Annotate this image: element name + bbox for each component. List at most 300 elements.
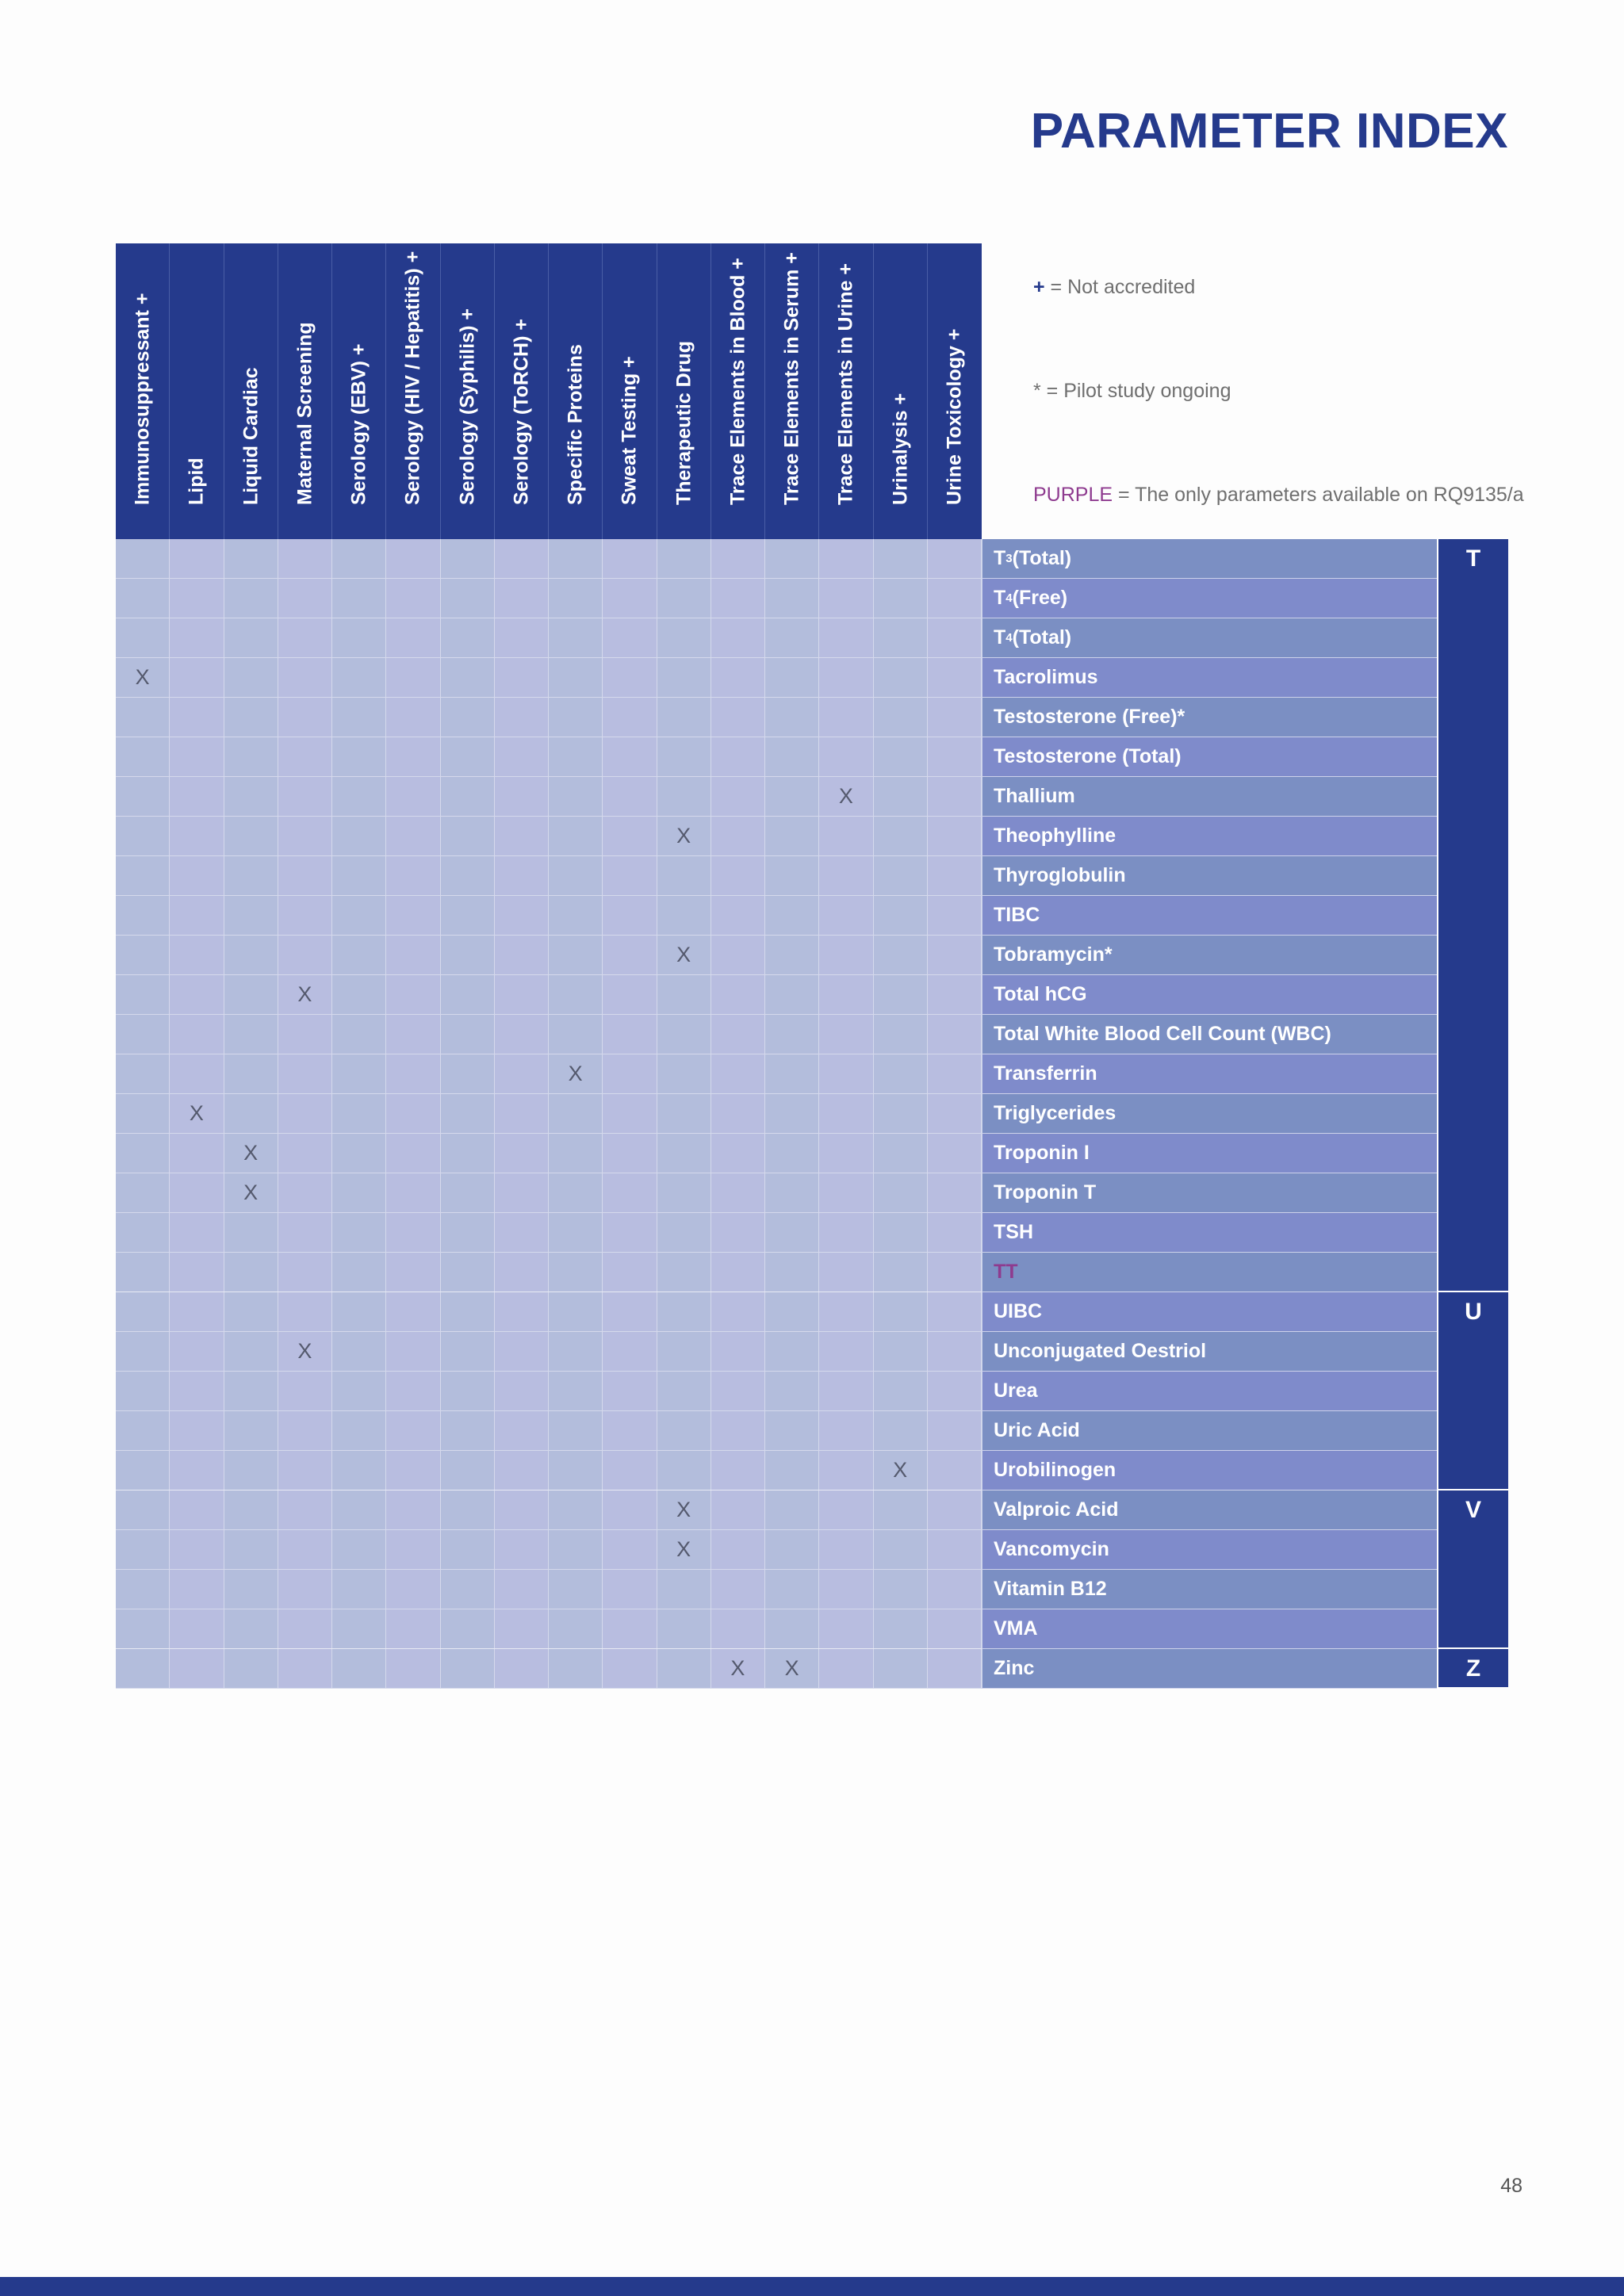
parameter-label: Vitamin B12	[994, 1578, 1107, 1600]
grid-cell	[874, 896, 928, 936]
grid-cell	[278, 1372, 332, 1411]
column-header	[495, 243, 549, 539]
grid-cell	[116, 1134, 170, 1173]
legend-star-key: *	[1033, 380, 1041, 402]
grid-cell	[278, 737, 332, 777]
grid-cell	[386, 539, 440, 579]
grid-cell	[819, 1530, 873, 1570]
grid-cell	[603, 1094, 657, 1134]
grid-cell	[495, 1609, 549, 1649]
grid-cell	[495, 1570, 549, 1609]
grid-cell	[170, 618, 224, 658]
grid-cell	[495, 1015, 549, 1054]
grid-cell	[224, 1015, 278, 1054]
grid-cell	[224, 1054, 278, 1094]
grid-cell	[495, 698, 549, 737]
grid-cell	[657, 896, 711, 936]
grid-cell	[928, 1411, 982, 1451]
grid-cell	[549, 1332, 603, 1372]
grid-cell	[711, 856, 765, 896]
grid-cell	[657, 1490, 711, 1530]
table-row	[116, 1054, 1437, 1094]
grid-cell	[657, 1530, 711, 1570]
grid-cell	[332, 1649, 386, 1689]
grid-cell	[386, 1609, 440, 1649]
parameter-label-suffix: (Total)	[1012, 626, 1072, 649]
grid-cell	[711, 1570, 765, 1609]
grid-cell	[765, 975, 819, 1015]
parameter-label: T	[994, 626, 1006, 649]
grid-cell	[819, 539, 873, 579]
grid-cell	[819, 817, 873, 856]
grid-cell	[928, 1332, 982, 1372]
grid-cell	[549, 1134, 603, 1173]
parameter-subscript: 3	[1005, 552, 1013, 565]
grid-cell	[495, 1372, 549, 1411]
grid-cell	[116, 1173, 170, 1213]
table-row	[116, 777, 1437, 817]
parameter-name	[982, 579, 1437, 618]
grid-cell	[711, 1253, 765, 1292]
grid-cell	[928, 1253, 982, 1292]
grid-cell	[332, 1134, 386, 1173]
grid-cell	[224, 777, 278, 817]
grid-cell	[441, 1570, 495, 1609]
grid-cell	[603, 1609, 657, 1649]
grid-cell	[603, 896, 657, 936]
grid-cell	[819, 1649, 873, 1689]
mark-x: X	[784, 1656, 799, 1680]
grid-cell	[224, 817, 278, 856]
grid-cell	[116, 936, 170, 975]
grid-cell	[224, 698, 278, 737]
grid-cell	[224, 1094, 278, 1134]
grid-cell	[657, 737, 711, 777]
group-letter: V	[1438, 1490, 1508, 1647]
grid-cell	[874, 737, 928, 777]
parameter-name	[982, 1609, 1437, 1649]
grid-cell	[765, 1015, 819, 1054]
grid-cell	[278, 1649, 332, 1689]
grid-cell	[441, 737, 495, 777]
grid-cell	[332, 1490, 386, 1530]
grid-cell	[874, 1490, 928, 1530]
grid-cell	[386, 1094, 440, 1134]
grid-cell	[278, 777, 332, 817]
parameter-label-suffix: (Total)	[1012, 547, 1072, 569]
grid-cell	[224, 896, 278, 936]
parameter-label: TT	[994, 1261, 1018, 1283]
table-row	[116, 817, 1437, 856]
grid-cell	[603, 777, 657, 817]
grid-cell	[765, 1451, 819, 1490]
grid-cell	[170, 777, 224, 817]
grid-cell	[116, 856, 170, 896]
legend-star-text: = Pilot study ongoing	[1040, 380, 1231, 402]
grid-cell	[603, 1253, 657, 1292]
grid-cell	[116, 658, 170, 698]
grid-cell	[928, 1015, 982, 1054]
grid-cell	[170, 1292, 224, 1332]
grid-cell	[819, 1292, 873, 1332]
table-row	[116, 618, 1437, 658]
grid-cell	[657, 1372, 711, 1411]
grid-cell	[386, 1213, 440, 1253]
grid-cell	[278, 1253, 332, 1292]
parameter-name	[982, 1411, 1437, 1451]
grid-cell	[495, 1649, 549, 1689]
grid-cell	[278, 1411, 332, 1451]
grid-cell	[819, 1213, 873, 1253]
grid-cell	[170, 1015, 224, 1054]
grid-cell	[874, 1253, 928, 1292]
table-row	[116, 975, 1437, 1015]
grid-cell	[441, 1411, 495, 1451]
column-header-label: Lipid	[185, 457, 208, 505]
footer-bar	[0, 2277, 1624, 2296]
grid-cell	[495, 737, 549, 777]
parameter-name	[982, 1332, 1437, 1372]
grid-cell	[819, 896, 873, 936]
grid-cell	[874, 1570, 928, 1609]
grid-cell	[657, 1173, 711, 1213]
grid-cell	[711, 1490, 765, 1530]
grid-cell	[441, 579, 495, 618]
column-header	[549, 243, 603, 539]
grid-cell	[386, 1054, 440, 1094]
grid-cell	[657, 1609, 711, 1649]
grid-cell	[874, 975, 928, 1015]
table-row	[116, 936, 1437, 975]
grid-cell	[603, 1173, 657, 1213]
grid-cell	[495, 539, 549, 579]
grid-cell	[441, 539, 495, 579]
grid-cell	[711, 1015, 765, 1054]
grid-cell	[495, 817, 549, 856]
parameter-label: Vancomycin	[994, 1538, 1109, 1560]
column-header	[819, 243, 873, 539]
grid-cell	[928, 777, 982, 817]
grid-cell	[224, 1451, 278, 1490]
grid-cell	[170, 1134, 224, 1173]
parameter-name	[982, 1054, 1437, 1094]
grid-cell	[874, 936, 928, 975]
grid-cell	[332, 1292, 386, 1332]
grid-cell	[224, 975, 278, 1015]
parameter-name	[982, 737, 1437, 777]
table-row	[116, 579, 1437, 618]
grid-cell	[116, 618, 170, 658]
table-row	[116, 1649, 1437, 1689]
grid-cell	[928, 817, 982, 856]
grid-cell	[549, 777, 603, 817]
grid-cell	[874, 579, 928, 618]
grid-cell	[224, 1530, 278, 1570]
grid-cell	[386, 856, 440, 896]
grid-cell	[711, 1609, 765, 1649]
grid-cell	[278, 1094, 332, 1134]
grid-cell	[116, 1411, 170, 1451]
grid-cell	[549, 1253, 603, 1292]
table-row	[116, 539, 1437, 579]
grid-cell	[928, 1213, 982, 1253]
grid-cell	[224, 1372, 278, 1411]
grid-cell	[386, 1490, 440, 1530]
grid-cell	[819, 1609, 873, 1649]
parameter-name	[982, 658, 1437, 698]
grid-cell	[170, 896, 224, 936]
column-header-label: Immunosuppressant +	[131, 293, 154, 505]
grid-cell	[928, 658, 982, 698]
grid-cell	[116, 1332, 170, 1372]
column-header-label: Trace Elements in Blood +	[726, 258, 749, 505]
grid-cell	[657, 618, 711, 658]
parameter-name	[982, 1173, 1437, 1213]
grid-cell	[332, 975, 386, 1015]
grid-cell	[874, 658, 928, 698]
grid-cell	[928, 579, 982, 618]
grid-cell	[170, 1094, 224, 1134]
grid-cell	[711, 1054, 765, 1094]
grid-cell	[549, 1292, 603, 1332]
grid-cell	[549, 1411, 603, 1451]
parameter-subscript: 4	[1005, 591, 1013, 605]
grid-cell	[278, 618, 332, 658]
table-row	[116, 1530, 1437, 1570]
grid-cell	[874, 1609, 928, 1649]
grid-cell	[116, 1292, 170, 1332]
grid-cell	[170, 1173, 224, 1213]
grid-cell	[170, 698, 224, 737]
legend-purple-text: = The only parameters available on RQ9135/a	[1113, 484, 1524, 506]
grid-cell	[819, 658, 873, 698]
grid-cell	[170, 579, 224, 618]
grid-cell	[928, 1609, 982, 1649]
grid-cell	[224, 1253, 278, 1292]
column-header-label: Serology (ToRCH) +	[510, 319, 533, 505]
grid-cell	[711, 1094, 765, 1134]
grid-cell	[657, 1213, 711, 1253]
grid-cell	[386, 1411, 440, 1451]
grid-cell	[874, 1292, 928, 1332]
grid-cell	[224, 658, 278, 698]
grid-cell	[711, 579, 765, 618]
grid-cell	[116, 1094, 170, 1134]
grid-cell	[224, 1570, 278, 1609]
parameter-name	[982, 817, 1437, 856]
grid-cell	[441, 1015, 495, 1054]
grid-cell	[711, 936, 765, 975]
grid-cell	[603, 1411, 657, 1451]
parameter-label: Transferrin	[994, 1062, 1097, 1085]
grid-cell	[874, 1451, 928, 1490]
grid-cell	[549, 1570, 603, 1609]
grid-cell	[819, 737, 873, 777]
table-row	[116, 1570, 1437, 1609]
grid-cell	[711, 1173, 765, 1213]
grid-cell	[386, 1332, 440, 1372]
grid-cell	[603, 1530, 657, 1570]
grid-cell	[549, 1490, 603, 1530]
grid-cell	[711, 896, 765, 936]
grid-cell	[765, 698, 819, 737]
grid-cell	[765, 1530, 819, 1570]
parameter-label: TIBC	[994, 904, 1040, 926]
column-header-label: Urine Toxicology +	[943, 328, 966, 505]
column-header-label: Therapeutic Drug	[672, 341, 695, 505]
grid-cell	[819, 975, 873, 1015]
grid-cell	[495, 658, 549, 698]
mark-x: X	[189, 1101, 204, 1125]
grid-cell	[711, 777, 765, 817]
grid-cell	[278, 1292, 332, 1332]
mark-x: X	[730, 1656, 745, 1680]
parameter-name	[982, 975, 1437, 1015]
table-row	[116, 658, 1437, 698]
grid-cell	[874, 1094, 928, 1134]
grid-cell	[441, 1213, 495, 1253]
grid-cell	[495, 975, 549, 1015]
grid-cell	[116, 896, 170, 936]
grid-cell	[874, 1054, 928, 1094]
grid-cell	[549, 618, 603, 658]
grid-cell	[170, 856, 224, 896]
grid-cell	[386, 975, 440, 1015]
grid-cell	[603, 975, 657, 1015]
mark-x: X	[676, 943, 691, 966]
grid-cell	[278, 539, 332, 579]
grid-cell	[603, 539, 657, 579]
parameter-name	[982, 618, 1437, 658]
grid-cell	[386, 1570, 440, 1609]
grid-cell	[332, 1372, 386, 1411]
parameter-name	[982, 1213, 1437, 1253]
grid-cell	[170, 1609, 224, 1649]
grid-cell	[549, 817, 603, 856]
grid-cell	[928, 1570, 982, 1609]
grid-cell	[116, 579, 170, 618]
grid-cell	[224, 1134, 278, 1173]
grid-cell	[549, 539, 603, 579]
grid-cell	[332, 817, 386, 856]
grid-cell	[711, 1530, 765, 1570]
grid-cell	[657, 1292, 711, 1332]
parameter-label: Total White Blood Cell Count (WBC)	[994, 1023, 1331, 1045]
column-header	[116, 243, 170, 539]
grid-cell	[549, 1173, 603, 1213]
grid-cell	[386, 1530, 440, 1570]
column-header	[603, 243, 657, 539]
grid-cell	[278, 698, 332, 737]
grid-cell	[278, 975, 332, 1015]
grid-cell	[711, 1372, 765, 1411]
parameter-label: VMA	[994, 1617, 1038, 1640]
grid-cell	[278, 579, 332, 618]
grid-cell	[874, 1332, 928, 1372]
grid-cell	[224, 1411, 278, 1451]
grid-cell	[332, 658, 386, 698]
parameter-label-suffix: (Free)	[1012, 587, 1068, 609]
grid-cell	[928, 896, 982, 936]
grid-cell	[765, 1292, 819, 1332]
grid-cell	[332, 1213, 386, 1253]
grid-cell	[549, 1094, 603, 1134]
grid-cell	[765, 1372, 819, 1411]
grid-cell	[224, 936, 278, 975]
grid-cell	[332, 1054, 386, 1094]
grid-cell	[819, 1173, 873, 1213]
grid-cell	[441, 1094, 495, 1134]
grid-cell	[116, 1372, 170, 1411]
grid-cell	[874, 856, 928, 896]
grid-cell	[332, 1530, 386, 1570]
grid-cell	[657, 777, 711, 817]
grid-cell	[332, 1094, 386, 1134]
column-header	[332, 243, 386, 539]
parameter-name	[982, 1649, 1437, 1689]
grid-cell	[386, 1173, 440, 1213]
grid-cell	[332, 618, 386, 658]
grid-cell	[603, 1134, 657, 1173]
grid-cell	[819, 777, 873, 817]
grid-cell	[874, 1134, 928, 1173]
grid-cell	[819, 1015, 873, 1054]
parameter-label: Triglycerides	[994, 1102, 1116, 1124]
grid-cell	[386, 936, 440, 975]
grid-cell	[549, 1609, 603, 1649]
grid-cell	[928, 1530, 982, 1570]
parameter-label: T	[994, 587, 1006, 609]
grid-cell	[386, 1649, 440, 1689]
grid-cell	[278, 1213, 332, 1253]
grid-cell	[874, 1173, 928, 1213]
grid-cell	[441, 1332, 495, 1372]
grid-cell	[224, 539, 278, 579]
parameter-name	[982, 1372, 1437, 1411]
grid-cell	[495, 1451, 549, 1490]
parameter-label: Thyroglobulin	[994, 864, 1126, 886]
grid-cell	[549, 1649, 603, 1689]
grid-cell	[874, 618, 928, 658]
grid-cell	[224, 1173, 278, 1213]
mark-x: X	[243, 1181, 259, 1204]
parameter-label: Urobilinogen	[994, 1459, 1116, 1481]
grid-cell	[657, 975, 711, 1015]
grid-cell	[657, 1451, 711, 1490]
grid-cell	[278, 1490, 332, 1530]
parameter-label: Thallium	[994, 785, 1075, 807]
legend-purple	[1033, 484, 1524, 507]
grid-cell	[495, 936, 549, 975]
grid-cell	[874, 1530, 928, 1570]
grid-cell	[711, 618, 765, 658]
grid-cell	[170, 1451, 224, 1490]
grid-cell	[549, 1015, 603, 1054]
grid-cell	[549, 1372, 603, 1411]
grid-cell	[278, 1570, 332, 1609]
table-row	[116, 1411, 1437, 1451]
parameter-label: Tacrolimus	[994, 666, 1098, 688]
grid-cell	[224, 1292, 278, 1332]
parameter-name	[982, 896, 1437, 936]
grid-cell	[495, 1490, 549, 1530]
grid-cell	[441, 896, 495, 936]
grid-cell	[711, 1332, 765, 1372]
grid-cell	[819, 1411, 873, 1451]
grid-cell	[928, 1451, 982, 1490]
grid-cell	[441, 1649, 495, 1689]
parameter-label: Urea	[994, 1380, 1038, 1402]
